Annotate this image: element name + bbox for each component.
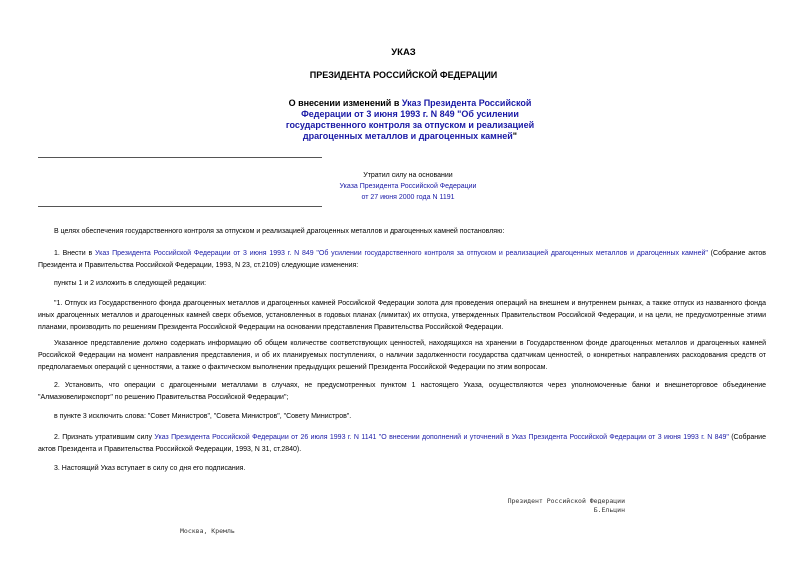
body-quote-1 <box>38 298 766 334</box>
paragraph-1-prefix: 1. Внести в <box>54 250 95 257</box>
signature-block <box>500 497 625 515</box>
status-block <box>318 170 498 203</box>
body-items <box>38 278 766 290</box>
status-text: Утратил силу на основании <box>363 172 453 179</box>
paragraph-2-link[interactable]: Указ Президента Российской Федерации от 26 июля 1993 г. N 1141 "О внесении дополнений и уточнений в Указ Президента Российской Федерации от 3 июня 1993 г. N 849" <box>154 434 729 441</box>
signing-place: Москва, Кремль <box>180 527 235 535</box>
document-title <box>270 98 550 142</box>
paragraph-2-suffix: (Собрание актов Президента и Правительства Российской Федерации, 1993, N 31, ст.2840). <box>38 434 766 453</box>
status-link-date[interactable]: от 27 июня 2000 года N 1191 <box>361 194 455 201</box>
paragraph-item-3: в пункте 3 исключить слова: "Совет Министров", "Совета Министров", "Совету Министров". <box>54 413 352 420</box>
body-paragraph-3 <box>38 463 766 475</box>
divider-bottom <box>38 206 322 207</box>
title-decree-link[interactable]: Указ Президента Российской Федерации от 3 июня 1993 г. N 849 "Об усилении государственного контроля за отпуском и реализацией драгоценных металлов и драгоценных камней <box>285 98 535 141</box>
paragraph-items: пункты 1 и 2 изложить в следующей редакции: <box>54 280 207 287</box>
divider-top <box>38 157 322 158</box>
issuer-title: ПРЕЗИДЕНТА РОССИЙСКОЙ ФЕДЕРАЦИИ <box>309 70 498 80</box>
body-intro <box>38 226 766 238</box>
title-suffix: " <box>512 131 518 141</box>
paragraph-quote-3: 2. Установить, что операции с драгоценными металлами в случаях, не предусмотренных пунктом 1 настоящего Указа, осуществляются через уполномоченные банки и внешнеторговое объединение "Алмазювелирэкспорт" по решению Правительства Российской Федерации"; <box>38 382 766 401</box>
body-paragraph-1 <box>38 248 766 272</box>
paragraph-quote-2: Указанное представление должно содержать информацию об общем количестве соответствующих ценностей, находящихся на хранении в Государственном фонде драгоценных металлов и драгоценных камней Российской Федерации на момент направления представления, и об их планируемых поступлениях, о наличии задолженности государства сдатчикам ценностей, о конкретных направлениях расходования средств от предполагаемых операций с ценностями, а также о фактическом выполнении предыдущих решений Президента Российской Федерации по этим вопросам. <box>38 340 766 371</box>
document-type: УКАЗ <box>391 47 416 58</box>
signature-name: Б.Ельцин <box>593 506 625 514</box>
paragraph-2-prefix: 2. Признать утратившим силу <box>54 434 155 441</box>
title-prefix: О внесении изменений в <box>288 98 402 108</box>
signature-position: Президент Российской Федерации <box>507 497 625 505</box>
paragraph-3: 3. Настоящий Указ вступает в силу со дня его подписания. <box>54 465 246 472</box>
status-link-decree[interactable]: Указа Президента Российской Федерации <box>339 183 477 190</box>
paragraph-2 <box>38 432 766 456</box>
paragraph-1-link[interactable]: Указ Президента Российской Федерации от 3 июня 1993 г. N 849 "Об усилении государственного контроля за отпуском и реализацией драгоценных металлов и драгоценных камней" <box>94 250 708 257</box>
body-quote-2 <box>38 338 766 374</box>
body-paragraph-2 <box>38 432 766 456</box>
paragraph-1-suffix: (Собрание актов Президента и Правительства Российской Федерации, 1993, N 23, ст.2109) следующие изменения: <box>38 250 766 269</box>
body-quote-3 <box>38 380 766 404</box>
paragraph-1 <box>38 248 766 272</box>
paragraph-intro: В целях обеспечения государственного контроля за отпуском и реализацией драгоценных металлов и драгоценных камней постановляю: <box>54 228 505 235</box>
body-item-3 <box>38 411 766 423</box>
paragraph-quote-1: "1. Отпуск из Государственного фонда драгоценных металлов и драгоценных камней Российской Федерации золота для проведения операций на внешнем и внутреннем рынках, а также отпуск из названного фонда иных драгоценных металлов и драгоценных камней сверх объемов, установленных в годовых планах (лимитах) их отпуска, утвержденных Правительством Российской Федерации, и на цели, не предусмотренные этими планами, производить по решениям Президента Российской Федерации на основании представления Правительства Российской Федерации. <box>38 300 766 331</box>
